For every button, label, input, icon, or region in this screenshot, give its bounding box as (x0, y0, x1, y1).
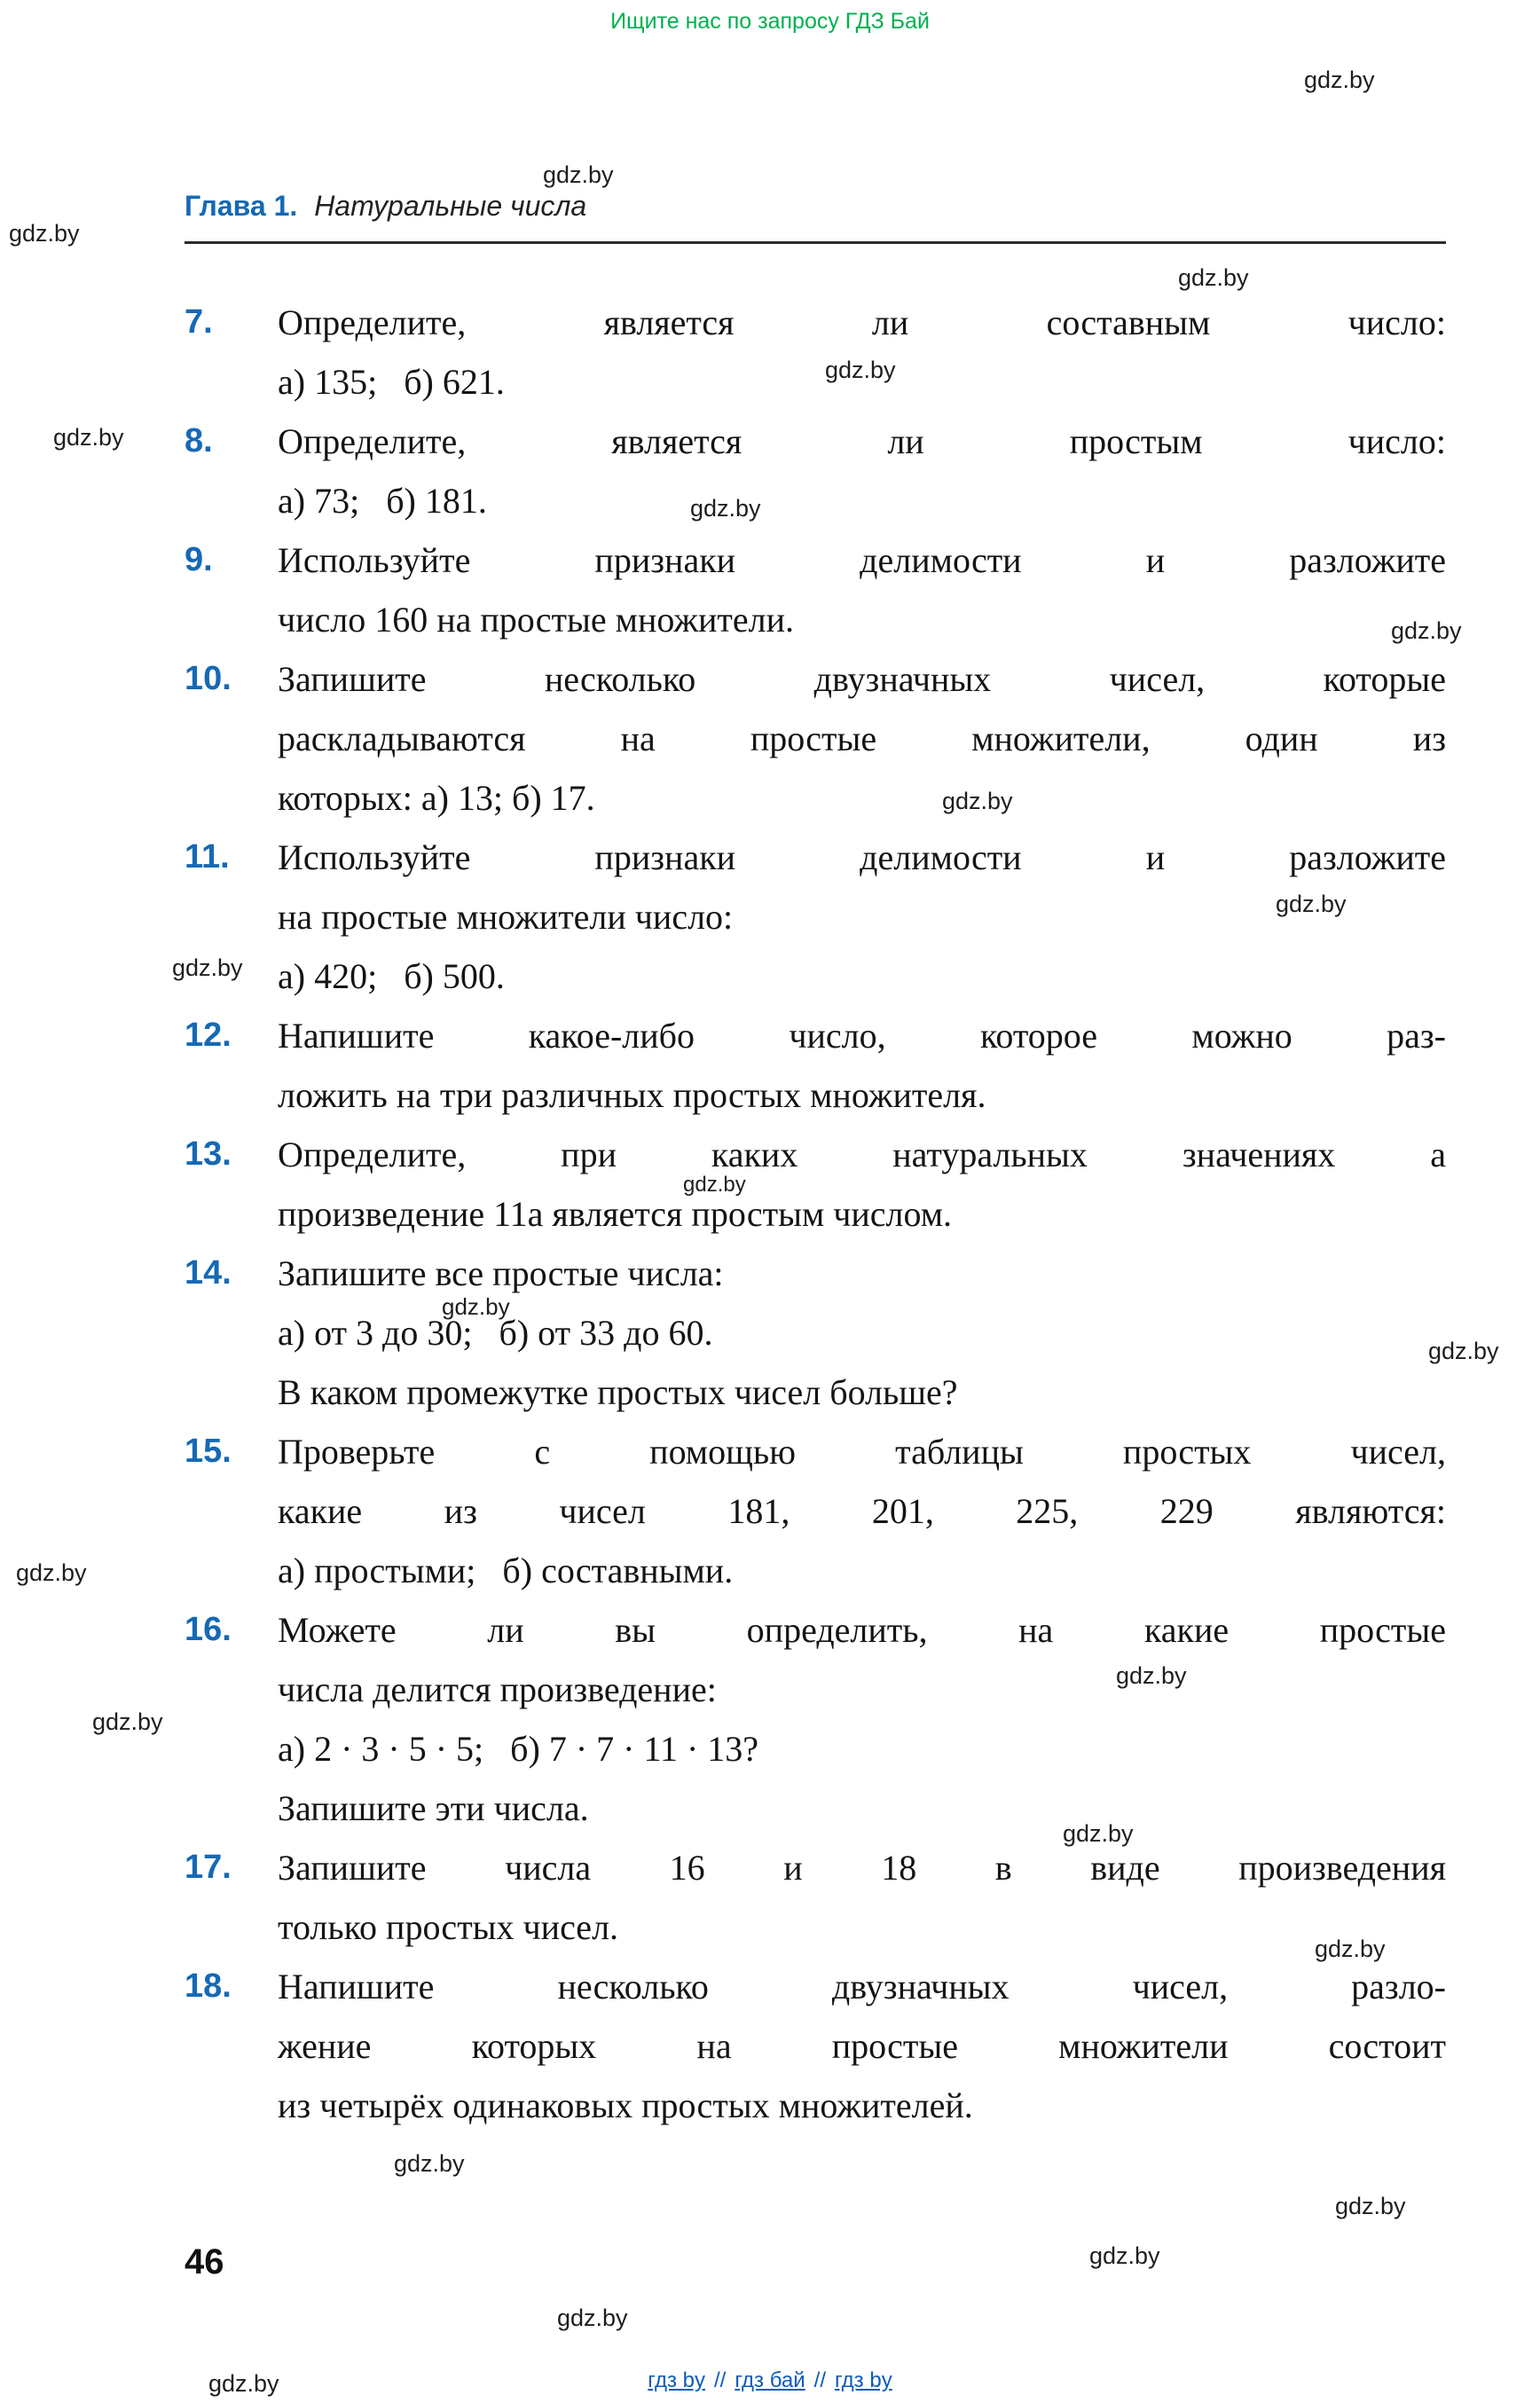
watermark-gdzby: gdz.by (1116, 1662, 1187, 1689)
watermark-gdzby: gdz.by (1178, 264, 1249, 291)
problem-number: 17. (185, 1849, 232, 1886)
problem-line: которых: а) 13; б) 17. (278, 778, 595, 818)
footer-link-gdz-by-2[interactable]: гдз by (835, 2368, 892, 2392)
problem-line: а) 135; б) 621. (278, 362, 505, 402)
watermark-gdzby: gdz.by (442, 1293, 510, 1320)
problem-text (278, 1600, 1446, 1838)
problem-text (278, 1838, 1446, 1957)
problem-item (185, 1838, 1446, 1957)
problem-line: какие из чисел 181, 201, 225, 229 являются: (278, 1491, 1446, 1531)
problem-number: 7. (185, 303, 213, 341)
problem-number: 13. (185, 1135, 232, 1173)
problem-number: 14. (185, 1254, 232, 1292)
watermark-gdzby: gdz.by (1391, 617, 1462, 644)
watermark-gdzby: gdz.by (1428, 1338, 1499, 1364)
problem-line: а) простыми; б) составными. (278, 1551, 734, 1590)
problem-item (185, 828, 1446, 1006)
problem-line: произведение 11а является простым числом. (278, 1194, 953, 1234)
problem-text (278, 828, 1446, 1006)
footer-separator: // (714, 2368, 727, 2392)
footer-link-gdz-bai[interactable]: гдз бай (735, 2368, 805, 2392)
problem-number: 12. (185, 1017, 232, 1054)
problem-line: числа делится произведение: (278, 1669, 717, 1709)
problem-line: ложить на три различных простых множителя. (278, 1075, 986, 1115)
problem-number: 9. (185, 541, 213, 578)
problem-item (185, 649, 1446, 828)
problem-text (278, 1422, 1446, 1600)
problem-number: 18. (185, 1967, 232, 2005)
watermark-gdzby: gdz.by (1315, 1936, 1386, 1962)
problem-text (278, 293, 1446, 412)
chapter-label: Глава 1. (185, 190, 298, 222)
problem-item (185, 293, 1446, 412)
watermark-gdzby: gdz.by (557, 2305, 628, 2331)
problem-line: Можете ли вы определить, на какие простые (278, 1610, 1446, 1650)
problem-line: раскладываются на простые множители, один из (278, 719, 1446, 758)
problem-line: а) 73; б) 181. (278, 481, 487, 521)
header-rule (185, 241, 1446, 244)
page-number: 46 (185, 2242, 224, 2281)
watermark-gdzby: gdz.by (1304, 67, 1375, 93)
problem-line: Напишите несколько двузначных чисел, разло- (278, 1967, 1446, 2006)
problem-text (278, 649, 1446, 828)
problem-number: 11. (185, 838, 230, 876)
problem-item (185, 412, 1446, 530)
problem-line: жение которых на простые множители состоит (278, 2026, 1446, 2066)
problem-number: 8. (185, 422, 213, 459)
watermark-gdzby: gdz.by (690, 495, 761, 522)
problem-text (278, 1957, 1446, 2135)
problem-text (278, 1125, 1446, 1244)
problem-line: на простые множители число: (278, 897, 734, 937)
problem-line: Используйте признаки делимости и разложите (278, 540, 1446, 580)
problem-line: Определите, является ли составным число: (278, 302, 1446, 342)
problem-text (278, 1006, 1446, 1125)
problem-line: а) 2 · 3 · 5 · 5; б) 7 · 7 · 11 · 13? (278, 1729, 759, 1769)
watermark-gdzby: gdz.by (9, 220, 80, 247)
problem-text (278, 530, 1446, 649)
problem-line: только простых чисел. (278, 1907, 619, 1947)
problem-line: а) от 3 до 30; б) от 33 до 60. (278, 1313, 713, 1353)
problem-item (185, 1244, 1446, 1422)
problem-item (185, 1422, 1446, 1600)
top-banner: Ищите нас по запросу ГДЗ Бай (610, 9, 930, 34)
chapter-header (185, 190, 586, 223)
footer-link-gdz-by-1[interactable]: гдз by (648, 2368, 705, 2392)
problem-number: 10. (185, 660, 232, 697)
problem-text (278, 412, 1446, 530)
footer-links (0, 2368, 1540, 2393)
watermark-gdzby: gdz.by (825, 357, 896, 383)
problem-line: Запишите несколько двузначных чисел, которые (278, 659, 1446, 699)
watermark-gdzby: gdz.by (942, 788, 1013, 814)
watermark-gdzby: gdz.by (1089, 2242, 1160, 2269)
problem-line: Запишите все простые числа: (278, 1253, 724, 1293)
watermark-gdzby: gdz.by (208, 2370, 279, 2397)
problem-line: Используйте признаки делимости и разложите (278, 837, 1446, 877)
watermark-gdzby: gdz.by (1063, 1820, 1134, 1847)
problem-line: число 160 на простые множители. (278, 600, 795, 640)
problem-item (185, 1125, 1446, 1244)
watermark-gdzby: gdz.by (683, 1173, 746, 1197)
problem-line: В каком промежутке простых чисел больше? (278, 1372, 958, 1412)
watermark-gdzby: gdz.by (53, 424, 124, 451)
footer-separator: // (813, 2368, 826, 2392)
problem-item (185, 1957, 1446, 2135)
problem-line: Определите, при каких натуральных значениях а (278, 1135, 1446, 1174)
problem-text (278, 1244, 1446, 1422)
watermark-gdzby: gdz.by (394, 2150, 465, 2177)
problems-list (185, 293, 1446, 2135)
problem-line: а) 420; б) 500. (278, 956, 505, 996)
problem-line: Запишите эти числа. (278, 1788, 589, 1828)
watermark-gdzby: gdz.by (92, 1708, 163, 1735)
problem-item (185, 530, 1446, 649)
watermark-gdzby: gdz.by (16, 1559, 87, 1586)
watermark-gdzby: gdz.by (543, 161, 614, 188)
problem-line: Запишите числа 16 и 18 в виде произведения (278, 1848, 1446, 1888)
problem-item (185, 1600, 1446, 1838)
chapter-title: Натуральные числа (314, 190, 587, 222)
problem-line: Проверьте с помощью таблицы простых чисел, (278, 1432, 1446, 1472)
problem-item (185, 1006, 1446, 1125)
watermark-gdzby: gdz.by (172, 954, 243, 981)
problem-number: 15. (185, 1433, 232, 1470)
problem-number: 16. (185, 1611, 232, 1648)
problem-line: Напишите какое-либо число, которое можно раз- (278, 1016, 1446, 1056)
problem-line: Определите, является ли простым число: (278, 421, 1446, 461)
watermark-gdzby: gdz.by (1335, 2193, 1406, 2219)
problem-line: из четырёх одинаковых простых множителей. (278, 2085, 973, 2125)
watermark-gdzby: gdz.by (1276, 891, 1347, 917)
